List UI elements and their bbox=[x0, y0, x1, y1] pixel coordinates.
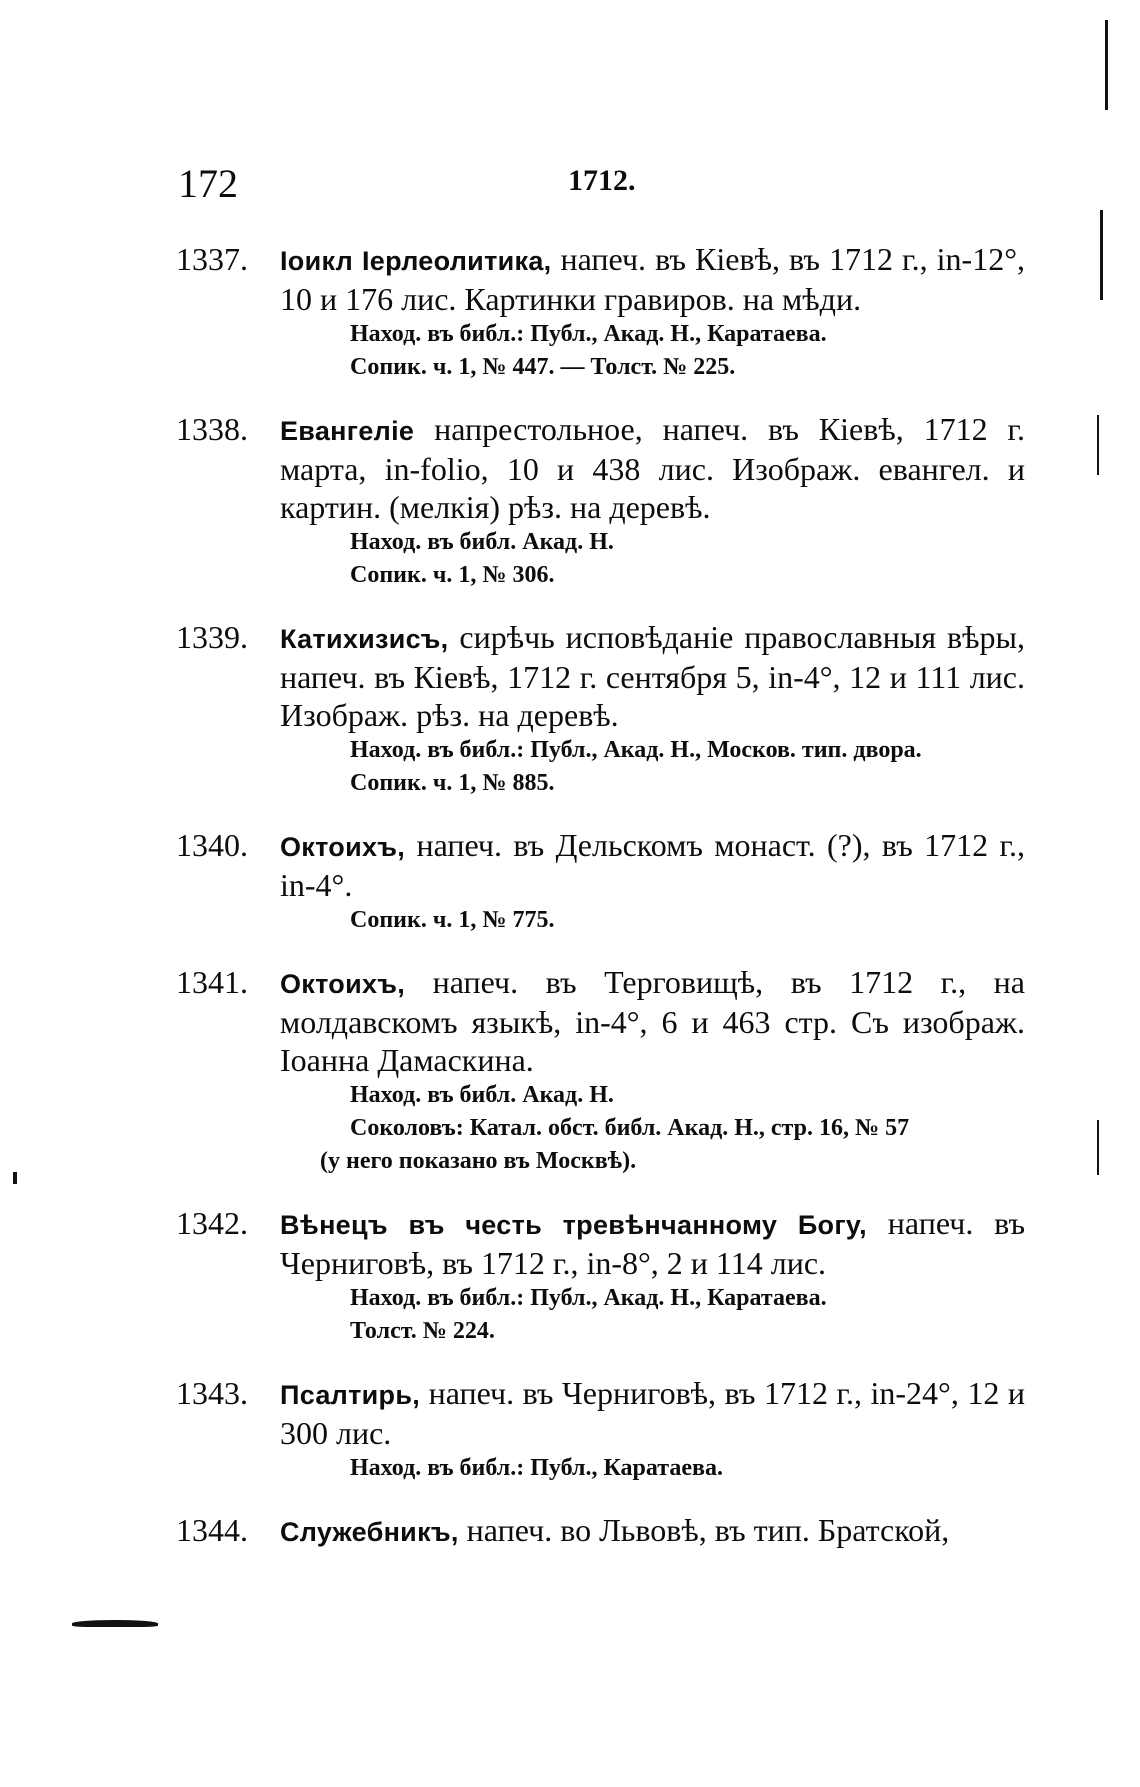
entry-number: 1343. bbox=[176, 1375, 248, 1411]
entry-1343 bbox=[0, 1374, 1140, 1485]
scan-edge-mark bbox=[1105, 20, 1108, 110]
entry-note: Наход. въ библ.: Публ., Акад. Н., Каратаева. bbox=[350, 1285, 827, 1311]
entry-number: 1338. bbox=[176, 411, 248, 447]
entry-text: напеч. въ Дельскомъ монаст. (?), въ 1712 г., in-4°. bbox=[280, 827, 1025, 903]
scan-edge-mark bbox=[1097, 415, 1099, 475]
scan-dash-mark bbox=[72, 1620, 158, 1627]
entry-note: Наход. въ библ. Акад. Н. bbox=[350, 529, 614, 555]
entry-text: напеч. въ Терговищѣ, въ 1712 г., на молдавскомъ языкѣ, in-4°, 6 и 463 стр. Съ изображ. Іоанна Дамаскина. bbox=[280, 964, 1025, 1078]
entry-note: Наход. въ библ.: Публ., Акад. Н., Москов. тип. двора. bbox=[350, 737, 922, 763]
entry-body bbox=[280, 618, 1025, 734]
scan-tick-mark bbox=[13, 1172, 17, 1184]
entry-body bbox=[280, 1374, 1025, 1452]
entry-title: Октоихъ, bbox=[280, 969, 406, 999]
entry-number: 1344. bbox=[176, 1512, 248, 1548]
entry-title: Іоикл Іерлеолитика, bbox=[280, 246, 552, 276]
entry-1344 bbox=[0, 1511, 1140, 1551]
entry-body bbox=[280, 1204, 1025, 1282]
entry-note: Сопик. ч. 1, № 306. bbox=[350, 562, 555, 588]
entry-1337 bbox=[0, 240, 1140, 384]
running-head: 1712. bbox=[568, 164, 636, 197]
entry-body bbox=[280, 826, 1025, 904]
entry-1340 bbox=[0, 826, 1140, 937]
entry-title: Катихизисъ, bbox=[280, 624, 449, 654]
entry-body bbox=[280, 240, 1025, 318]
entry-note: Сопик. ч. 1, № 447. — Толст. № 225. bbox=[350, 354, 736, 380]
entry-number: 1342. bbox=[176, 1205, 248, 1241]
entry-note: Наход. въ библ. Акад. Н. bbox=[350, 1082, 614, 1108]
entry-title: Евангеліе bbox=[280, 416, 415, 446]
entry-title: Вѣнецъ въ честь тревѣнчанному Богу, bbox=[280, 1210, 867, 1240]
entry-text: сирѣчь исповѣданіе православныя вѣры, напеч. въ Кіевѣ, 1712 г. сентября 5, in-4°, 12 и 111 лис. Изображ. рѣз. на деревѣ. bbox=[280, 619, 1025, 733]
entry-text: напеч. во Львовѣ, въ тип. Братской, bbox=[458, 1512, 950, 1548]
entry-title: Служебникъ, bbox=[280, 1517, 459, 1547]
entry-number: 1337. bbox=[176, 241, 248, 277]
entry-note: Соколовъ: Катал. обст. библ. Акад. Н., стр. 16, № 57 bbox=[350, 1115, 910, 1141]
entry-1338 bbox=[0, 410, 1140, 592]
entry-title: Октоихъ, bbox=[280, 832, 406, 862]
entry-text: напеч. въ Черниговѣ, въ 1712 г., in-24°, 12 и 300 лис. bbox=[280, 1375, 1025, 1451]
entry-1341 bbox=[0, 963, 1140, 1178]
entry-note: Наход. въ библ.: Публ., Каратаева. bbox=[350, 1455, 723, 1481]
entry-note: Сопик. ч. 1, № 775. bbox=[350, 907, 555, 933]
entry-text: напеч. въ Черниговѣ, въ 1712 г., in-8°, 2 и 114 лис. bbox=[280, 1205, 1025, 1281]
entry-body bbox=[280, 1511, 1025, 1551]
entry-title: Псалтирь, bbox=[280, 1380, 421, 1410]
entry-body bbox=[280, 963, 1025, 1079]
entry-note: Толст. № 224. bbox=[350, 1318, 495, 1344]
entry-1342 bbox=[0, 1204, 1140, 1348]
entry-text: напеч. въ Кіевѣ, въ 1712 г., in-12°, 10 и 176 лис. Картинки гравиров. на мѣди. bbox=[280, 241, 1025, 317]
scan-edge-mark bbox=[1097, 1120, 1099, 1175]
entry-1339 bbox=[0, 618, 1140, 800]
scan-edge-mark bbox=[1100, 210, 1103, 300]
entry-text: напрестольное, напеч. въ Кіевѣ, 1712 г. марта, in-folio, 10 и 438 лис. Изображ. евангел. и картин. (мелкія) рѣз. на деревѣ. bbox=[280, 411, 1025, 525]
entry-note: Наход. въ библ.: Публ., Акад. Н., Каратаева. bbox=[350, 321, 827, 347]
page-header bbox=[0, 160, 1140, 210]
entry-number: 1341. bbox=[176, 964, 248, 1000]
entry-note-continuation: (у него показано въ Москвѣ). bbox=[320, 1148, 637, 1174]
entry-number: 1339. bbox=[176, 619, 248, 655]
entry-body bbox=[280, 410, 1025, 526]
page-number: 172 bbox=[178, 161, 238, 206]
entry-number: 1340. bbox=[176, 827, 248, 863]
entry-list bbox=[0, 240, 1140, 1577]
entry-note: Сопик. ч. 1, № 885. bbox=[350, 770, 555, 796]
